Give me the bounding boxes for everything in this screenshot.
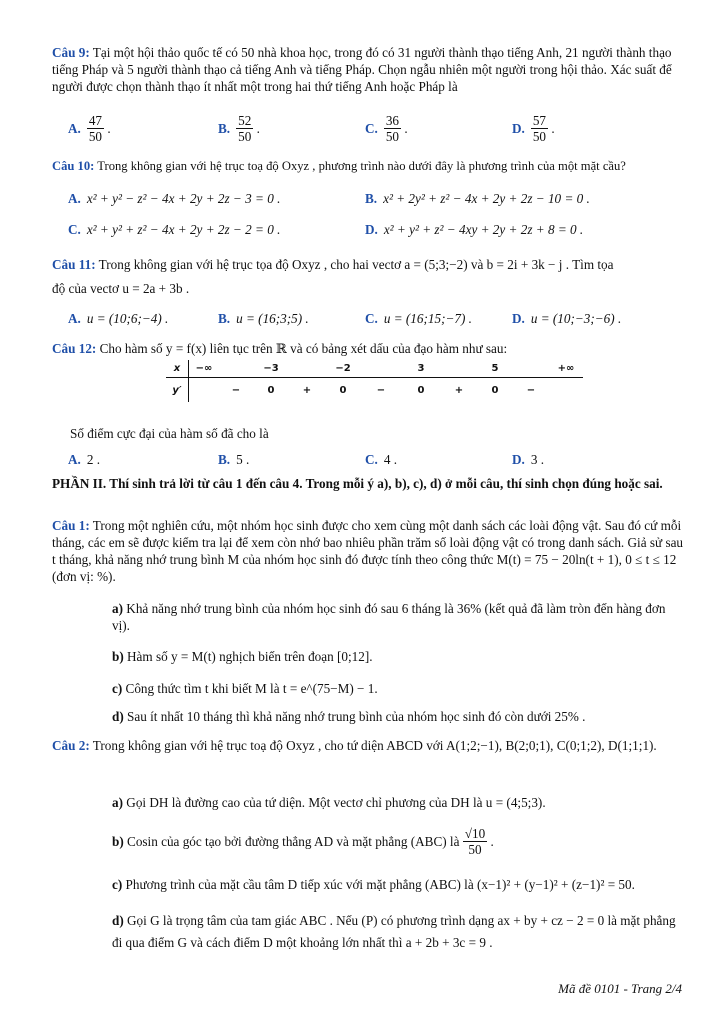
option-d: D. u = (10;−3;−6) .: [512, 311, 622, 326]
statement-c: c) Công thức tìm t khi biết M là t = e^(75−M) − 1.: [112, 681, 378, 696]
sign-table-cell: 0: [339, 384, 347, 396]
fraction: $\frac{57}{50}$: [532, 113, 547, 144]
option-a: A. $\frac{47}{50}$ .: [68, 113, 111, 144]
option-c: C. u = (16;15;−7) .: [365, 311, 472, 326]
sign-table-head-x: x: [166, 360, 189, 378]
sign-table-cell: −: [376, 384, 386, 396]
sign-table-cell: [549, 378, 583, 403]
part2-question-1: [52, 517, 684, 585]
option-a: A. 2 .: [68, 452, 101, 467]
question-10: [52, 158, 684, 175]
option-d: D. 3 .: [512, 452, 545, 467]
sign-table-cell: +: [302, 384, 312, 396]
sign-table-cell: −: [526, 384, 536, 396]
option-b: B. x² + 2y² + z² − 4x + 2y + 2z − 10 = 0 .: [365, 191, 590, 206]
statement-b: b) Hàm số y = M(t) nghịch biến trên đoạn [0;12].: [112, 649, 373, 664]
part2-question-2: [52, 734, 684, 757]
question-12: [52, 340, 684, 357]
statement-c: c) Phương trình của mặt cầu tâm D tiếp xúc với mặt phẳng (ABC) là (x−1)² + (y−1)² + (z−1)² = 50.: [112, 877, 635, 892]
fraction: $\frac{47}{50}$: [88, 113, 103, 144]
question-text: Cho hàm số y = f(x) liên tục trên ℝ và có bảng xét dấu của đạo hàm như sau:: [99, 341, 508, 356]
statement-d: d) Sau ít nhất 10 tháng thì khả năng nhớ trung bình của nhóm học sinh đó còn dưới 25% .: [112, 709, 586, 724]
sign-table-cell: +: [454, 384, 464, 396]
sign-table-cell: [189, 378, 220, 403]
part-2-heading: PHẦN II. Thí sinh trả lời từ câu 1 đến câu 4. Trong mỗi ý a), b), c), d) ở mỗi câu, thí sinh chọn đúng hoặc sai.: [52, 476, 663, 491]
question-text: Trong một nghiên cứu, một nhóm học sinh được cho xem cùng một danh sách các loài động vật. Sau đó cứ mỗi tháng, các em sẽ được kiểm tra lại để xem còn nhớ bao nhiêu phần trăm số loài động vật có trong danh sách. Giả sử sau t tháng, khả năng nhớ trung bình M của nhóm học sinh đó được tính theo công thức M(t) = 75 − 20ln(t + 1), 0 ≤ t ≤ 12 (đơn vị: %).: [52, 518, 684, 584]
option-b: B. u = (16;3;5) .: [218, 311, 309, 326]
option-a: A. u = (10;6;−4) .: [68, 311, 169, 326]
sign-table-cell: +∞: [557, 363, 575, 374]
fraction: $\frac{52}{50}$: [238, 113, 252, 144]
option-d: D. x² + y² + z² − 4xy + 2y + 2z + 8 = 0 .: [365, 222, 584, 237]
option-c: C. $\frac{36}{50}$ .: [365, 113, 408, 144]
sign-table-cell: 0: [267, 384, 275, 396]
sign-table-cell: 0: [491, 384, 499, 396]
fraction: $\frac{36}{50}$: [385, 113, 400, 144]
sign-table-head-y: y′: [166, 378, 189, 403]
option-d: D. $\frac{57}{50}$ .: [512, 113, 555, 144]
question-label: Câu 11:: [52, 257, 96, 272]
sign-table-cell: [219, 360, 253, 378]
sign-table-cell: [513, 360, 549, 378]
statement-b: b) Cosin của góc tạo bởi đường thẳng AD và mặt phẳng (ABC) là $\frac{√10}{50}$ .: [112, 826, 494, 857]
sign-table-cell: [361, 360, 401, 378]
sign-table-cell: 0: [417, 384, 425, 396]
sign-table-cell: −3: [263, 363, 279, 374]
statement-a: a) Khả năng nhớ trung bình của nhóm học sinh đó sau 6 tháng là 36% (kết quả đã làm tròn đến hàng đơn vị).: [112, 601, 666, 633]
option-b: B. 5 .: [218, 452, 250, 467]
question-text-line2: độ của vectơ u = 2a + 3b .: [52, 281, 190, 296]
option-c: C. x² + y² + z² − 4x + 2y + 2z − 2 = 0 .: [68, 222, 281, 237]
sign-table-cell: −: [231, 384, 241, 396]
sign-table-cell: [289, 360, 325, 378]
question-text: Tại một hội thảo quốc tế có 50 nhà khoa học, trong đó có 31 người thành thạo tiếng Anh, 21 người thành thạo tiếng Pháp và 5 người thành thạo cả tiếng Anh và tiếng Pháp. Chọn ngẫu nhiên một người trong hội thảo. Xác suất để người được chọn thành thạo ít nhất một trong hai thứ tiếng Anh hoặc Pháp là: [52, 45, 672, 94]
question-12-prompt: Số điểm cực đại của hàm số đã cho là: [70, 426, 269, 441]
sign-table: [166, 360, 583, 402]
question-11: [52, 253, 684, 301]
fraction: $\frac{√10}{50}$: [464, 826, 486, 857]
sign-table-cell: 5: [491, 363, 499, 374]
question-text-line1: Trong không gian với hệ trục tọa độ Oxyz , cho hai vectơ a = (5;3;−2) và b = 2i + 3k − j . Tìm tọa: [98, 257, 614, 272]
question-label: Câu 10:: [52, 159, 95, 173]
sign-table-cell: [441, 360, 477, 378]
question-label: Câu 9:: [52, 45, 90, 60]
sign-table-cell: −2: [335, 363, 351, 374]
question-label: Câu 2:: [52, 738, 90, 753]
statement-d: d) Gọi G là trọng tâm của tam giác ABC . Nếu (P) có phương trình dạng ax + by + cz − 2 = 0 là mặt phẳng đi qua điểm G và cách điểm D một khoảng lớn nhất thì a + 2b + 3c = 9 .: [112, 913, 676, 950]
question-text: Trong không gian với hệ trục toạ độ Oxyz , cho tứ diện ABCD với A(1;2;−1), B(2;0;1), C(0;1;2), D(1;1;1).: [92, 738, 657, 753]
question-text: Trong không gian với hệ trục toạ độ Oxyz , phương trình nào dưới đây là phương trình của một mặt cầu?: [97, 159, 626, 173]
option-a: A. x² + y² − z² − 4x + 2y + 2z − 3 = 0 .: [68, 191, 281, 206]
question-label: Câu 12:: [52, 341, 97, 356]
question-label: Câu 1:: [52, 518, 90, 533]
statement-a: a) Gọi DH là đường cao của tứ diện. Một vectơ chỉ phương của DH là u = (4;5;3).: [112, 795, 546, 810]
sign-table-cell: 3: [417, 363, 425, 374]
sign-table-cell: −∞: [195, 363, 213, 374]
page-footer: Mã đề 0101 - Trang 2/4: [558, 981, 682, 996]
option-b: B. $\frac{52}{50}$ .: [218, 113, 260, 144]
question-9: [52, 44, 684, 95]
option-c: C. 4 .: [365, 452, 398, 467]
